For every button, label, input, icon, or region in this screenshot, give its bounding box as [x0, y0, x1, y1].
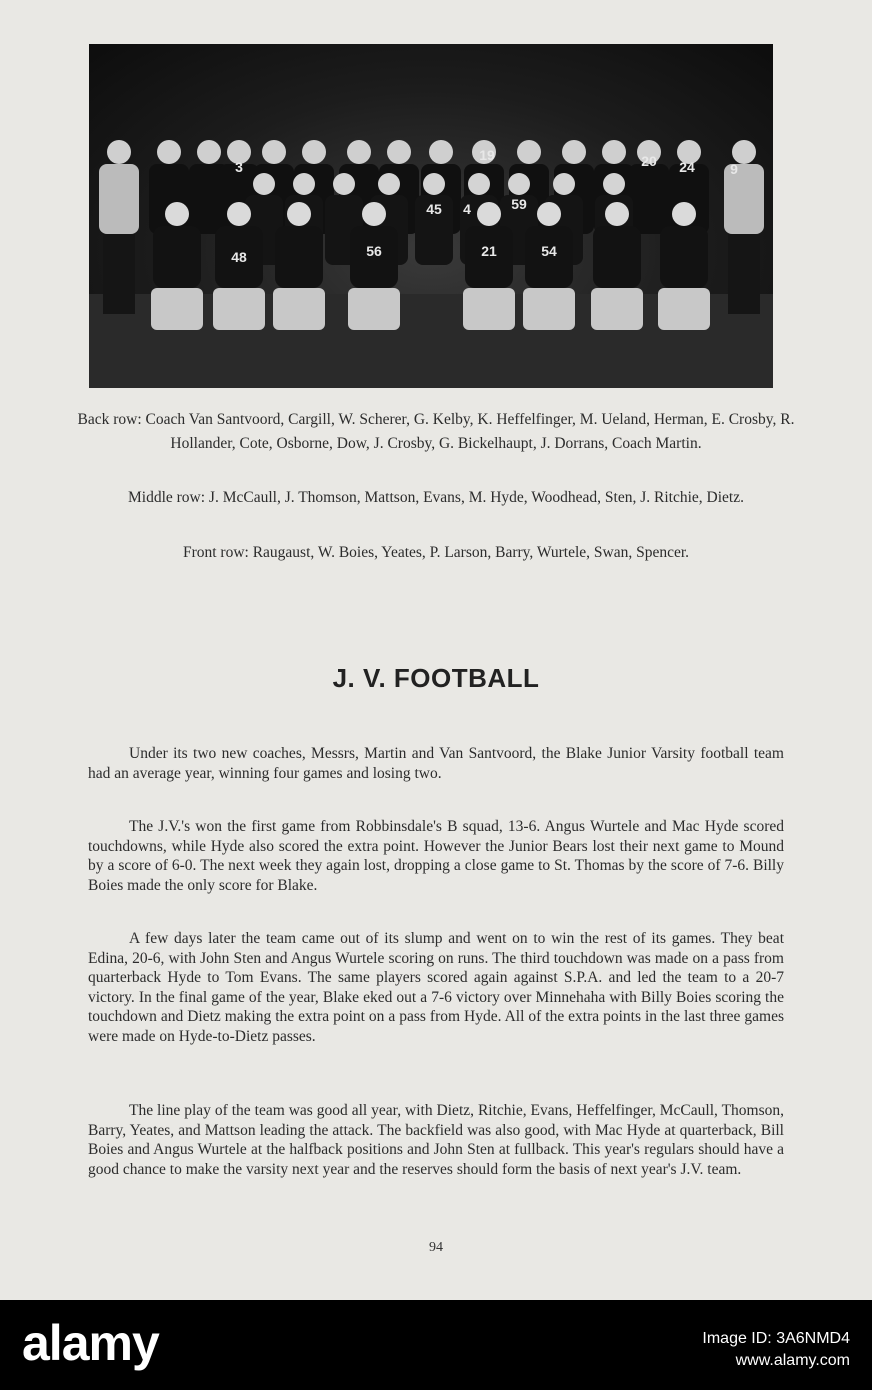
jersey-number: 59 — [511, 196, 527, 212]
article-paragraph-2: The J.V.'s won the first game from Robbinsdale's B squad, 13-6. Angus Wurtele and Mac Hyde scored touchdowns, while Hyde also scored the extra point. However the Junior Bears lost their next game to Mound by a score of 6-0. The next week they again lost, dropping a close game to St. Thomas by the score of 7-6. Billy Boies made the only score for Blake. — [88, 818, 784, 894]
middle-row-head — [468, 173, 490, 195]
front-row-head — [477, 202, 501, 226]
article-paragraph-3: A few days later the team came out of its slump and went on to win the rest of its games. They beat Edina, 20-6, with John Sten and Angus Wurtele scoring on runs. The third touchdown was made on a pass from quarterback Hyde to Tom Evans. The same players scored again against S.P.A. and led the team to a 20-7 victory. In the final game of the year, Blake eked out a 7-6 victory over Minnehaha with Billy Boies scoring the touchdown and Dietz making the extra point on a pass from Hyde. All of the extra points in the last three games were made on Hyde-to-Dietz passes. — [88, 930, 784, 1045]
front-row-head — [672, 202, 696, 226]
jersey-number: 24 — [679, 159, 695, 175]
front-row-pants — [213, 288, 265, 330]
site-url: www.alamy.com — [735, 1352, 850, 1369]
jersey-number: 48 — [231, 249, 247, 265]
caption-middle-row: Middle row: J. McCaull, J. Thomson, Mattson, Evans, M. Hyde, Woodhead, Sten, J. Ritchie, Dietz. — [128, 489, 744, 506]
middle-row-head — [293, 173, 315, 195]
front-row-body — [153, 226, 201, 288]
back-row-head — [562, 140, 586, 164]
jersey-number: 20 — [641, 153, 657, 169]
front-row-body — [593, 226, 641, 288]
front-row-head — [362, 202, 386, 226]
back-row-body — [99, 164, 139, 234]
back-row-head — [157, 140, 181, 164]
front-row-pants — [348, 288, 400, 330]
jersey-number: 21 — [481, 243, 497, 259]
caption-front-row: Front row: Raugaust, W. Boies, Yeates, P. Larson, Barry, Wurtele, Swan, Spencer. — [182, 544, 690, 561]
back-row-legs — [728, 234, 760, 314]
front-row-pants — [151, 288, 203, 330]
middle-row-head — [378, 173, 400, 195]
front-row-pants — [658, 288, 710, 330]
middle-row-head — [423, 173, 445, 195]
stock-footer — [0, 1300, 872, 1390]
back-row-head — [602, 140, 626, 164]
jersey-number: 4 — [463, 201, 471, 217]
front-row-pants — [463, 288, 515, 330]
middle-row-head — [333, 173, 355, 195]
back-row-head — [197, 140, 221, 164]
back-row-head — [107, 140, 131, 164]
front-row-head — [165, 202, 189, 226]
caption-back-row: Back row: Coach Van Santvoord, Cargill, W. Scherer, G. Kelby, K. Heffelfinger, M. Ueland, Herman, E. Crosby, R. Hollander, Cote, Osborne, Dow, J. Crosby, G. Bickelhaupt, J. Dorrans, Coach Martin. — [77, 411, 795, 452]
back-row-body — [629, 164, 669, 234]
middle-row-head — [553, 173, 575, 195]
jersey-number: 9 — [730, 161, 738, 177]
team-photo — [89, 44, 773, 388]
jersey-number: 3 — [235, 159, 243, 175]
article-paragraph-4: The line play of the team was good all year, with Dietz, Ritchie, Evans, Heffelfinger, McCaull, Thomson, Barry, Yeates, and Mattson leading the attack. The backfield was also good, with Mac Hyde at quarterback, Bill Boies and Angus Wurtele at the halfback positions and John Sten at fullback. This year's regulars should have a good chance to make the varsity next year and the reserves should form the basis of next year's J.V. team. — [88, 1102, 784, 1178]
front-row-head — [537, 202, 561, 226]
middle-row-head — [603, 173, 625, 195]
back-row-head — [429, 140, 453, 164]
middle-row-head — [253, 173, 275, 195]
team-photo-drawing — [89, 44, 773, 388]
page-number: 94 — [429, 1240, 443, 1255]
alamy-logo: alamy — [22, 1315, 159, 1371]
image-id: Image ID: 3A6NMD4 — [702, 1330, 850, 1347]
front-row-head — [287, 202, 311, 226]
back-row-head — [387, 140, 411, 164]
middle-row-head — [508, 173, 530, 195]
jersey-number: 54 — [541, 243, 557, 259]
front-row-pants — [591, 288, 643, 330]
front-row-body — [660, 226, 708, 288]
back-row-head — [347, 140, 371, 164]
front-row-body — [275, 226, 323, 288]
front-row-head — [605, 202, 629, 226]
image-id-block — [702, 1328, 850, 1372]
front-row-pants — [523, 288, 575, 330]
back-row-head — [517, 140, 541, 164]
article-title: J. V. FOOTBALL — [332, 663, 540, 693]
back-row-head — [262, 140, 286, 164]
back-row-legs — [103, 234, 135, 314]
jersey-number: 45 — [426, 201, 442, 217]
front-row-pants — [273, 288, 325, 330]
back-row-head — [302, 140, 326, 164]
front-row-head — [227, 202, 251, 226]
article-paragraph-1: Under its two new coaches, Messrs, Martin and Van Santvoord, the Blake Junior Varsity football team had an average year, winning four games and losing two. — [88, 745, 784, 782]
jersey-number: 19 — [479, 147, 495, 163]
jersey-number: 56 — [366, 243, 382, 259]
